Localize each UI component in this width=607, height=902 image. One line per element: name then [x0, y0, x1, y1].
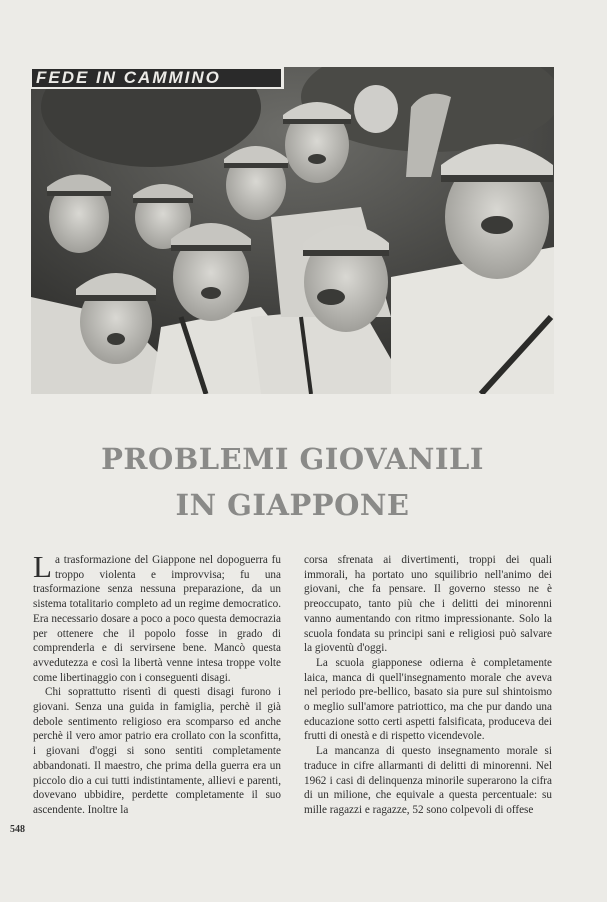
photograph-cheering-youths-icon — [31, 67, 554, 394]
section-rubric — [29, 67, 284, 89]
headline-line-2: IN GIAPPONE — [175, 488, 410, 522]
paragraph: La mancanza di questo insegnamento morale si traduce in cifre allarmanti di delitti di minorenni. Nel 1962 i casi di delinquenza minorile superarono la cifra di un milione, che equivale a questa percentuale: su mille ragazzi e ragazze, 52 sono colpevoli di offese — [304, 745, 552, 816]
paragraph: La scuola giapponese odierna è completamente laica, manca di quell'insegnamento morale che aveva nel periodo pre-bellico, basato sia pure sul shintoismo o meglio sull'amore patriottico, ma che pur dando una educazione sotto certi aspetti falsificata, produceva dei frutti di onestà e di rispetto vicendevole. — [304, 656, 552, 743]
article-column-right — [304, 553, 552, 818]
article-headline — [31, 436, 554, 528]
drop-cap: L — [33, 549, 52, 584]
headline-line-1: PROBLEMI GIOVANILI — [101, 442, 484, 476]
paragraph: corsa sfrenata ai divertimenti, troppi dei quali immorali, ha portato uno squilibrio nell'animo dei giovani, che fa pensare. Il governo stesso ne è preoccupato, tanto più che i delitti dei minorenni vanno aumentando con ritmo impressionante. Solo la scuola fondata su principi sani e religiosi può salvare la gioventù d'oggi. — [304, 554, 552, 655]
photo-cheering-youths — [31, 67, 554, 394]
paragraph: Chi soprattutto risentì di questi disagi furono i giovani. Senza una guida in famiglia, perchè il già debole sentimento religioso era scomparso ed anche perchè il vero amor patrio era crollato con la sconfitta, i giovani d'oggi si sono sentiti completamente abbandonati. Il maestro, che prima della guerra era un piccolo dio a cui tutti indistintamente, allievi e parenti, dovevano ubbidire, perdette completamente il suo ascendente. Inoltre la — [33, 686, 281, 816]
article-column-left — [33, 549, 281, 818]
section-rubric-text: FEDE IN CAMMINO — [32, 69, 281, 87]
page-number: 548 — [10, 824, 25, 835]
paragraph: La trasformazione del Giappone nel dopoguerra fu troppo violenta e improvvisa; fu una trasformazione senza nessuna preparazione, da un sistema totalitario completo ad un regime democratico. Era necessario dosare a poco a poco questa democrazia per ottenere che il popolo fosse in grado di comprenderla e di servirsene bene. Mancò questa avvedutezza e così la libertà venne intesa troppe volte come libertinaggio con i conseguenti disagi. — [33, 549, 281, 684]
